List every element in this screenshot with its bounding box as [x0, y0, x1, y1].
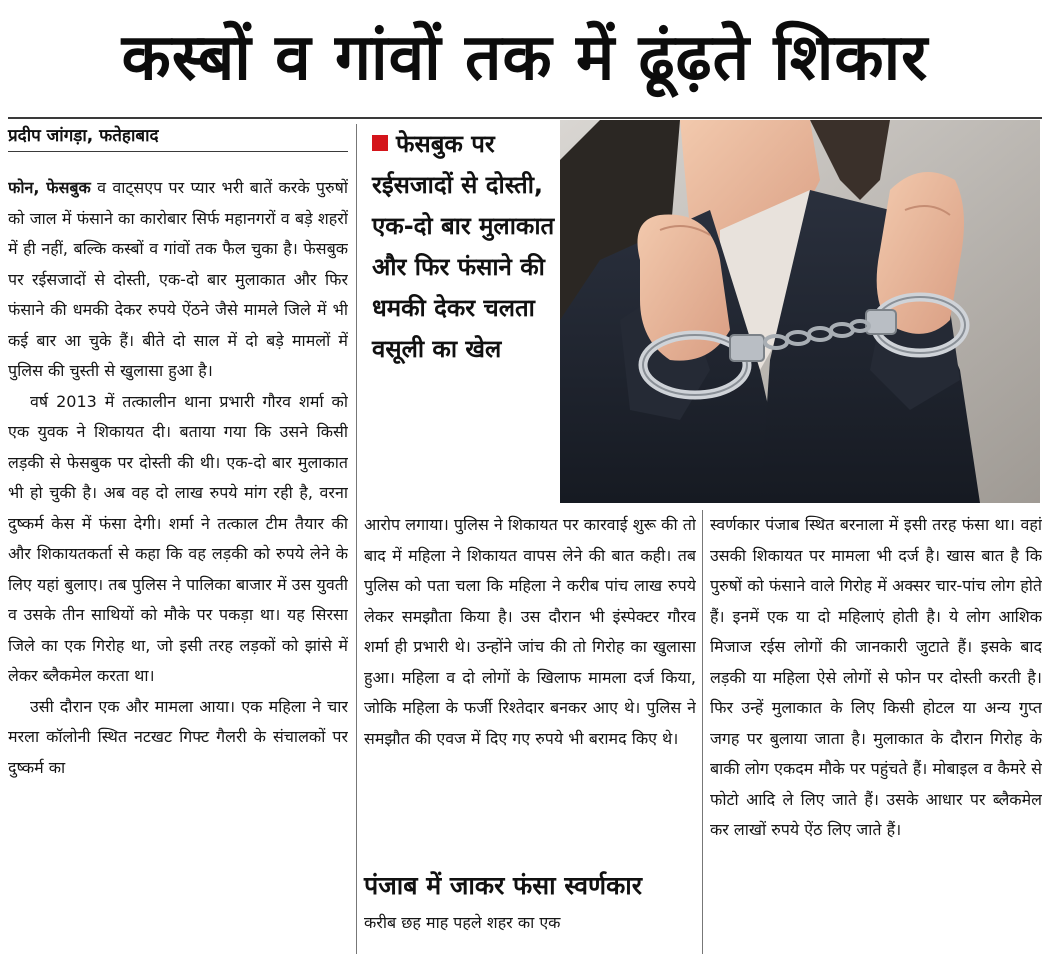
byline-rule	[8, 151, 348, 152]
headline-rule	[8, 117, 1042, 119]
column-2	[364, 510, 696, 864]
column-1	[8, 173, 348, 953]
column-2-continuation	[364, 908, 696, 950]
pullquote-text: फेसबुक पर रईसजादों से दोस्ती, एक-दो बार मुलाकात और फिर फंसाने की धमकी देकर चलता वसूली का खेल	[372, 130, 555, 363]
column-divider-2	[702, 510, 703, 954]
byline: प्रदीप जांगड़ा, फतेहाबाद	[8, 126, 159, 146]
column-1-paragraph-2: वर्ष 2013 में तत्कालीन थाना प्रभारी गौरव शर्मा को एक युवक ने शिकायत दी। बताया गया कि उसने किसी लड़की से फेसबुक पर दोस्ती की थी। एक-दो बार मुलाकात भी हो चुकी है। अब वह दो लाख रुपये मांग रही है, वरना दुष्कर्म केस में फंसा देगी। शर्मा ने तत्काल टीम तैयार की और शिकायतकर्ता से कहा कि वह लड़की को रुपये लेने के लिए यहां बुलाए। तब पुलिस ने पालिका बाजार में उस युवती व उसके तीन साथियों को मौके पर पकड़ा था। यह सिरसा जिले का एक गिरोह था, जो इसी तरह लड़कों को झांसे में लेकर ब्लैकमेल करता था।	[8, 391, 348, 685]
subhead: पंजाब में जाकर फंसा स्वर्णकार	[364, 871, 642, 900]
column-2-paragraph-1: आरोप लगाया। पुलिस ने शिकायत पर कारवाई शुरू की तो बाद में महिला ने शिकायत वापस लेने की बात कही। तब पुलिस को पता चला कि महिला ने करीब पांच लाख रुपये लेकर समझौता किया है। उस दौरान भी इंस्पेक्टर गौरव शर्मा ही प्रभारी थे। उन्होंने जांच की तो गिरोह का खुलासा हुआ। महिला व दो लोगों के खिलाफ मामला दर्ज किया, जोकि महिला के फर्जी रिश्तेदार बनकर आए थे। पुलिस ने समझौत की एवज में दिए गए रुपये भी बरामद किए थे।	[364, 515, 696, 748]
headline: कस्बों व गांवों तक में ढूंढ़ते शिकार	[121, 21, 929, 95]
column-divider-1	[356, 124, 357, 954]
lead-words: फोन, फेसबुक	[8, 178, 91, 197]
column-2-paragraph-2: करीब छह माह पहले शहर का एक	[364, 913, 561, 932]
pullquote	[372, 124, 558, 504]
column-1-paragraph-3: उसी दौरान एक और मामला आया। एक महिला ने चार मरला कॉलोनी स्थित नटखट गिफ्ट गैलरी के संचालकों पर दुष्कर्म का	[8, 696, 348, 777]
column-1-paragraph-1	[8, 173, 348, 387]
right-cuff-lock	[866, 310, 896, 334]
handcuffed-woman-illustration	[560, 120, 1040, 503]
left-cuff-lock	[730, 335, 764, 361]
column-1-paragraph-1-text: व वाट्सएप पर प्यार भरी बातें करके पुरुषों को जाल में फंसाने का कारोबार सिर्फ महानगरों व बड़े शहरों में ही नहीं, बल्कि कस्बों व गांवों तक फैल चुका है। फेसबुक पर रईसजादों से दोस्ती, एक-दो बार मुलाकात और फिर फंसाने की धमकी देकर रुपये ऐंठने जैसे मामले जिले में भी कई बार आ चुके हैं। बीते दो साल में दो बड़े मामलों में पुलिस की चुस्ती से खुलासा हुआ है।	[8, 178, 348, 380]
column-3	[710, 510, 1042, 954]
article-photo	[560, 120, 1040, 503]
pullquote-bullet-icon	[372, 135, 388, 151]
column-3-paragraph-1: स्वर्णकार पंजाब स्थित बरनाला में इसी तरह फंसा था। वहां उसकी शिकायत पर मामला भी दर्ज है। खास बात है कि पुरुषों को फंसाने वाले गिरोह में अक्सर चार-पांच लोग होते हैं। इनमें एक या दो महिलाएं होती है। ये लोग आशिक मिजाज रईस लोगों की जानकारी जुटाते हैं। इसके बाद लड़की या महिला ऐसे लोगों से फोन पर दोस्ती करती है। फिर उन्हें मुलाकात के लिए किसी होटल या अन्य गुप्त जगह पर बुलाया जाता है। मुलाकात के दौरान गिरोह के बाकी लोग एकदम मौके पर पहुंचते हैं। मोबाइल व कैमरे से फोटो आदि ले लिए जाते हैं। उसके आधार पर ब्लैकमेल कर लाखों रुपये ऐंठ लिए जाते हैं।	[710, 515, 1042, 839]
